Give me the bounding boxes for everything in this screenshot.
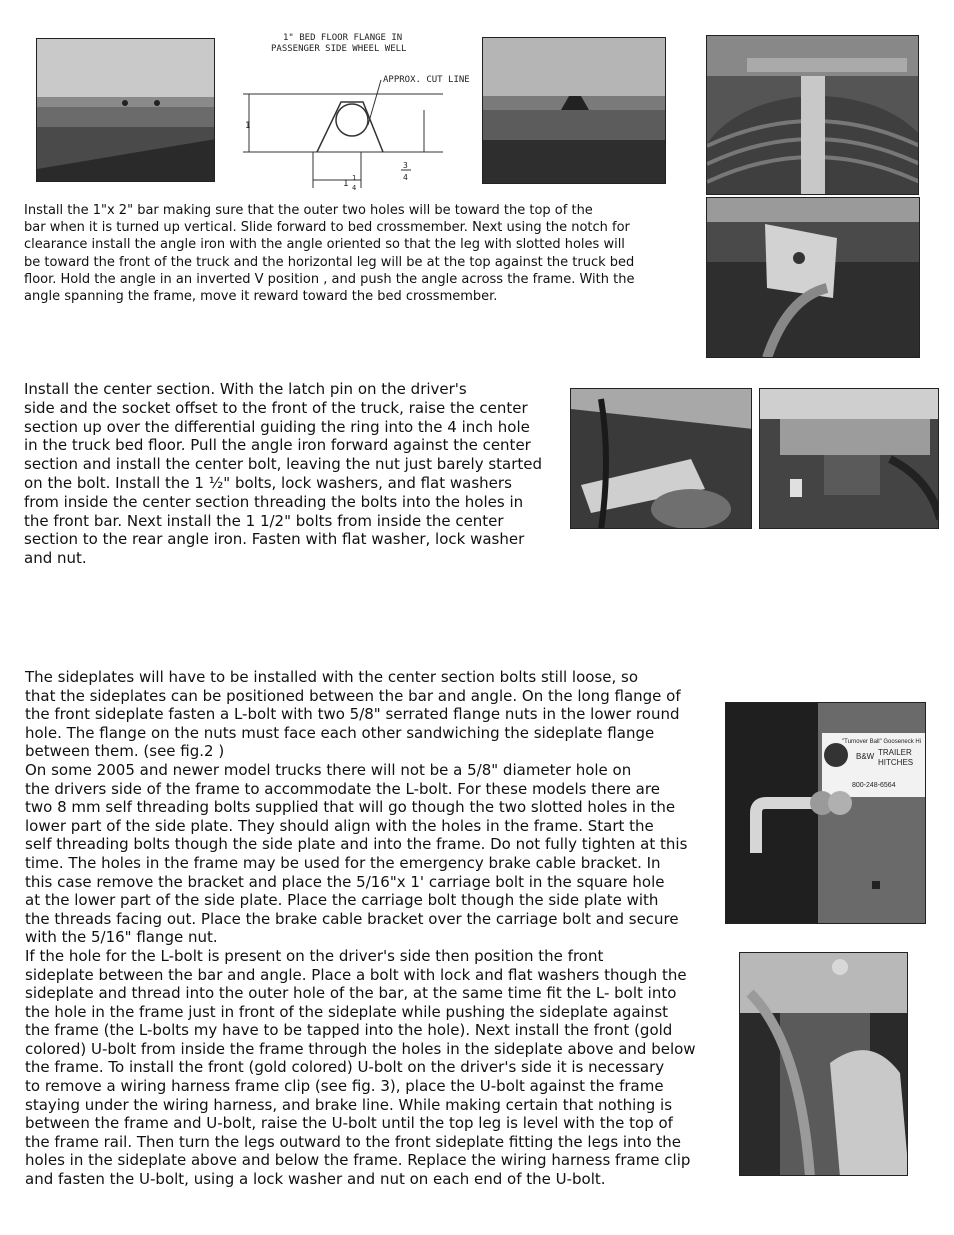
sticker-phone: 800-248-6564: [852, 782, 896, 789]
photo-center-section-install: [570, 388, 752, 529]
cut-notch: [317, 102, 383, 152]
dim-width-den: 4: [352, 184, 357, 192]
photo-angle-iron: [706, 197, 920, 358]
photo-sideplate-l-bolt: [725, 702, 926, 924]
sticker-line3: HITCHES: [878, 758, 914, 767]
photo-bed-floor-flange-image: [37, 39, 215, 182]
hole-circle: [336, 104, 368, 136]
sticker-brand: B&W: [856, 752, 875, 761]
photo-bar-over-tire-image: [707, 36, 919, 195]
photo-u-bolt-install: [739, 952, 908, 1176]
photo-center-section-install-image: [571, 389, 752, 529]
photo-bed-floor-flange: [36, 38, 215, 182]
dim-small-den: 4: [403, 173, 408, 182]
dim-width-num: 1: [352, 174, 357, 182]
photo-center-section-underside-image: [760, 389, 939, 529]
diagram-title-line1: 1" BED FLOOR FLANGE IN: [283, 33, 403, 43]
photo-u-bolt-install-image: [740, 953, 908, 1176]
photo-sideplate-l-bolt-image: [726, 703, 926, 924]
photo-center-section-underside: [759, 388, 939, 529]
dim-height: 1: [245, 121, 251, 131]
dim-width-whole: 1: [343, 179, 349, 189]
sticker-line1: "Turnover Ball" Gooseneck Hi: [842, 739, 922, 745]
diagram-title-line2: PASSENGER SIDE WHEEL WELL: [271, 44, 407, 54]
instruction-paragraph-sideplates: The sideplates will have to be installed with the center section bolts still loose, so that the sideplates can be positioned between the bar and angle. On the long flange of the front sideplate fasten a L-bolt with two 5/8" serrated flange nuts in the lower round hole. The flange on the nuts must face each other sandwiching the sideplate flange between them. (see fig.2 ) On some 2005 and newer model trucks there will not be a 5/8" diameter hole on the drivers side of the frame to accommodate the L-bolt. For these models there are two 8 mm self threading bolts supplied that will go though the two slotted holes in the lower part of the side plate. They should align with the holes in the frame. Start the self threading bolts though the side plate and into the frame. Do not fully tighten at this time. The holes in the frame may be used for the emergency brake cable bracket. In this case remove the bracket and place the 5/16"x 1' carriage bolt in the square hole at the lower part of the side plate. Place the carriage bolt though the side plate with the threads facing out. Place the brake cable bracket over the carriage bolt and secure with the 5/16" flange nut. If the hole for the L-bolt is present on the driver's side then position the front sideplate between the bar and angle. Place a bolt with lock and flat washers though the sideplate and thread into the outer hole of the bar, at the same time fit the L- bolt into the hole in the frame just in front of the sideplate while pushing the sideplate against the frame (the L-bolts my have to be tapped into the hole). Next install the front (gold colored) U-bolt from inside the frame through the holes in the sideplate above and below the frame. To install the front (gold colored) U-bolt on the driver's side it is necessary to remove a wiring harness frame clip (see fig. 3), place the U-bolt against the frame staying under the wiring harness, and brake line. While making certain that nothing is between the frame and U-bolt, raise the U-bolt until the top leg is level with the top of the frame rail. Then turn the legs outward to the front sideplate fitting the legs into the holes in the sideplate above and below the frame. Replace the wiring harness frame clip and fasten the U-bolt, using a lock washer and nut on each end of the U-bolt.: [25, 668, 696, 1189]
cut-leader: [368, 80, 381, 125]
photo-flange-notch: [482, 37, 666, 184]
sticker-line2: TRAILER: [878, 748, 912, 757]
instruction-paragraph-center-section: Install the center section. With the latch pin on the driver's side and the socket offset to the front of the truck, raise the center section up over the differential guiding the ring into the 4 inch hole in the truck bed floor. Pull the angle iron forward against the center section and install the center bolt, leaving the nut just barely started on the bolt. Install the 1 ½" bolts, lock washers, and flat washers from inside the center section threading the bolts into the holes in the front bar. Next install the 1 1/2" bolts from inside the center section to the rear angle iron. Fasten with flat washer, lock washer and nut.: [24, 380, 543, 568]
photo-angle-iron-image: [707, 198, 920, 358]
photo-flange-notch-image: [483, 38, 666, 184]
cut-line-diagram: [243, 30, 481, 192]
instruction-paragraph-bar: Install the 1"x 2" bar making sure that the outer two holes will be toward the top of the bar when it is turned up vertical. Slide forward to bed crossmember. Next using the notch for clearance install the angle iron with the angle oriented so that the leg with slotted holes will be toward the front of the truck and the horizontal leg will be at the top against the truck bed floor. Hold the angle in an inverted V position , and push the angle across the frame. With the angle spanning the frame, move it reward toward the bed crossmember.: [24, 203, 635, 305]
diagram-cut-label: APPROX. CUT LINE: [383, 75, 470, 85]
dim-small-num: 3: [403, 161, 408, 170]
photo-bar-over-tire: [706, 35, 919, 195]
